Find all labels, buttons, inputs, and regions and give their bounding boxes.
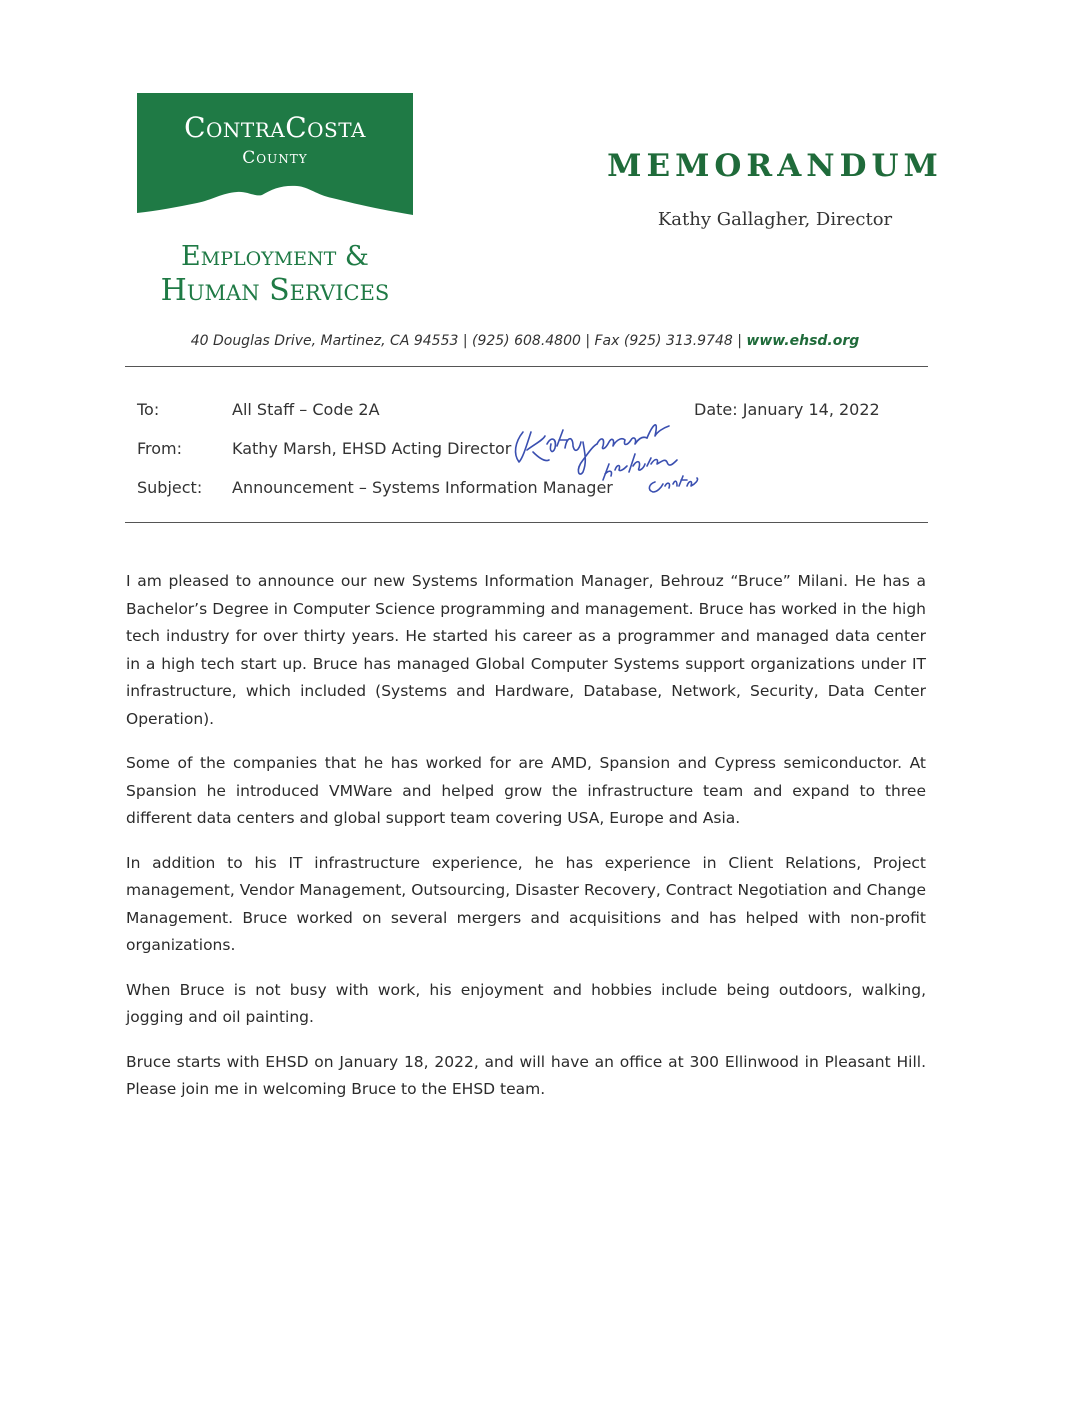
handwritten-signature [505, 414, 705, 504]
body-paragraph-1: I am pleased to announce our new Systems Information Manager, Behrouz “Bruce” Milani. He has a Bachelor’s Degree in Computer Science programming and management. Bruce has worked in the high tech industry for over thirty years. He started his career as a programmer and managed data center in a high tech start up. Bruce has managed Global Computer Systems support organizations under IT infrastructure, which included (Systems and Hardware, Database, Network, Security, Data Center Operation). [126, 572, 926, 728]
address-line [125, 333, 925, 349]
from-value: Kathy Marsh, EHSD Acting Director [232, 439, 512, 458]
director-line: Kathy Gallagher, Director [657, 209, 893, 230]
to-value: All Staff – Code 2A [232, 400, 380, 419]
county-logo [137, 93, 413, 235]
from-label: From: [137, 439, 183, 458]
body-paragraph-2: Some of the companies that he has worked for are AMD, Spansion and Cypress semiconductor. At Spansion he introduced VMWare and helped grow the infrastructure team and expand to three different data centers and global support team covering USA, Europe and Asia. [126, 754, 926, 827]
body-paragraph-4: When Bruce is not busy with work, his enjoyment and hobbies include being outdoors, walking, jogging and oil painting. [126, 980, 926, 1026]
subject-value: Announcement – Systems Information Manager [232, 478, 613, 497]
logo-department [137, 240, 413, 308]
header-divider-top [125, 366, 928, 367]
logo-county: County [242, 148, 308, 168]
mountain-icon [137, 183, 413, 235]
logo-org-name: ContraCosta [184, 111, 366, 144]
body-paragraph-3: In addition to his IT infrastructure experience, he has experience in Client Relations, Project management, Vendor Management, Outsourcing, Disaster Recovery, Contract Negotiation and Change Management. Bruce worked on several mergers and acquisitions and has helped with non-profit organizations. [126, 853, 926, 954]
to-label: To: [137, 400, 160, 419]
address-text: 40 Douglas Drive, Martinez, CA 94553 | (925) 608.4800 | Fax (925) 313.9748 | [190, 333, 747, 349]
subject-label: Subject: [137, 478, 203, 497]
memo-date: Date: January 14, 2022 [694, 400, 880, 419]
website-link[interactable]: www.ehsd.org [746, 333, 860, 349]
body-paragraph-5: Bruce starts with EHSD on January 18, 2022, and will have an office at 300 Ellinwood in Pleasant Hill. Please join me in welcoming Bruce to the EHSD team. [126, 1052, 926, 1098]
memo-body [126, 568, 926, 1121]
memo-title: MEMORANDUM [607, 148, 943, 184]
logo-dept-line2: Human Services [160, 273, 390, 308]
header-divider-bottom [125, 522, 928, 523]
logo-dept-line1: Employment & [181, 241, 369, 272]
